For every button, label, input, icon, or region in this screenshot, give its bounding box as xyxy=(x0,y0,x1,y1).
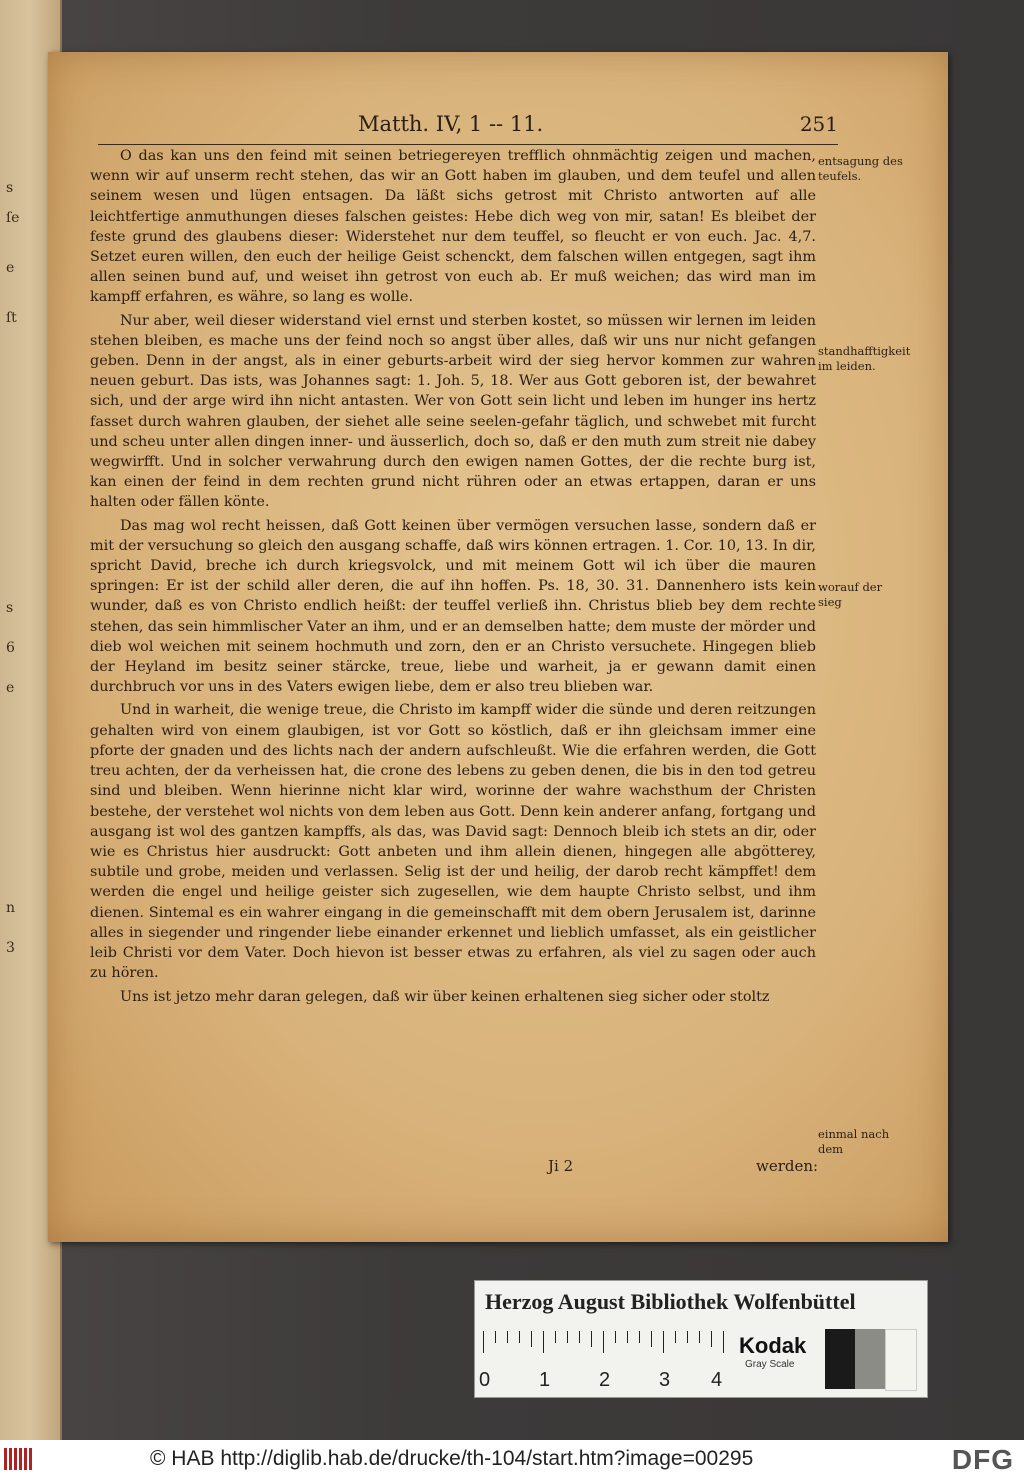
header-rule xyxy=(98,144,838,145)
marginal-note: standhafftigkeit im leiden. xyxy=(818,344,911,373)
footer-bar xyxy=(0,1440,1024,1479)
body-text xyxy=(90,146,816,1011)
previous-page-edge: s ſe e ſt s 6 e n 3 xyxy=(0,0,62,1440)
dfg-logo: DFG xyxy=(951,1444,1014,1475)
gray-patch-mid xyxy=(855,1329,885,1389)
signature-mark: Ji 2 xyxy=(548,1157,574,1175)
paragraph-4: Und in warheit, die wenige treue, die Christo im kampff wider die sünde und deren reitzungen gehalten wird von einem glaubigen, ist vor Gott so köstlich, daß er ihn gleichsam immer eine pforte der gnaden und des lichts nach der andern aufschleußt. Wie die erfahren werden, die Gott treu achten, der da verheissen hat, die crone des lebens zu geben denen, die bis in den tod getreu sind und bleiben. Wenn hierinne nicht klar wird, worinne der wahre wachsthum der Christen bestehe, der verstehet wol nichts von dem leben aus Gott. Denn kein anderer anfang, fortgang und ausgang ist wol des gantzen kampffs, als das, was David sagt: Dennoch bleib ich stets an dir, oder wie es Christus hier ausdruckt: Gott anbeten und ihm allein dienen, hingegen alle abgötterey, subtile und grobe, meiden und verlassen. Selig ist der und heilig, der darob recht kämpffet! dem werden die engel und heilige geister sich zugesellen, wie dem haupte Christo selbst, und ihm dienen. Sintemal es ein wahrer eingang in die gemeinschafft mit dem obern Jerusalem ist, darinne alles in siegender und ringender liebe einander erkennet und lieblich umfasset, als ein geistlicher leib Christi vor dem Vater. Doch hievon ist besser etwas zu erfahren, als viel zu sagen oder auch zu hören. xyxy=(90,702,816,982)
marginal-note: entsagung des teufels. xyxy=(818,154,903,183)
hab-logo-icon xyxy=(4,1448,38,1472)
scale-label: 2 xyxy=(599,1369,611,1391)
gray-patch-white xyxy=(885,1329,917,1391)
marginal-note: worauf der sieg xyxy=(818,580,883,609)
scale-label: 1 xyxy=(539,1369,551,1391)
running-title: Matth. IV, 1 -- 11. xyxy=(358,112,544,136)
credit-line: © HAB http://diglib.hab.de/drucke/th-104/start.htm?image=00295 xyxy=(150,1447,754,1470)
paragraph-5: Uns ist jetzo mehr daran gelegen, daß wir über keinen erhaltenen sieg sicher oder stoltz xyxy=(120,989,770,1006)
paragraph-2: Nur aber, weil dieser widerstand viel ernst und sterben kostet, so müssen wir lernen im leiden stehen bleiben, es mache uns der feind noch so angst über alles, daß wir uns nur nicht gefangen geben. Denn in der angst, als in einer geburts-arbeit wird der sieg hervor kommen zur wahren neuen geburt. Das ists, was Johannes sagt: 1. Joh. 5, 18. Wer aus Gott geboren ist, der bewahret sich, und der arge wird ihn nicht antasten. Wer von Gott sein licht und leben im hunger ins hertz fasset durch wahren glauben, der siehet alle seine seelen-gefahr täglich, und schwebet mit furcht und scheu unter allen dingen inner- und äusserlich, doch so, daß er den muth zum streit nie dabey wegwirfft. Und in solcher verwahrung durch den ewigen namen Gottes, der die rechte burg ist, kan einen der feind in dem rechten grund nicht rühren oder an etwas ertappen, daran er uns halten oder fällen könte. xyxy=(90,312,816,511)
ruler-labels xyxy=(479,1369,733,1393)
catchword: werden: xyxy=(756,1157,819,1175)
paragraph-3: Das mag wol recht heissen, daß Gott keinen über vermögen versuchen lasse, sondern daß er mit der versuchung so gleich den ausgang schaffe, daß wirs können ertragen. 1. Cor. 10, 13. In dir, spricht David, breche ich durch kriegsvolck, und mit meinem Gott wil ich über die mauren springen: Er ist der schild aller deren, die auf ihn hoffen. Ps. 18, 30. 31. Dannenhero ists kein wunder, daß es von Christo endlich heißt: der teuffel verließ ihn. Christus blieb bey dem rechte stehen, das sein himmlischer Vater an ihm, und er an demselben hatte; dem muste der mörder und dieb wol weichen mit seinem hochmuth und zorn, den er an Christo versuchete. Hingegen blieb der Heyland im besitz seiner stärcke, treue, liebe und warheit, ja er gewann damit einen durchbruch vor uns in des Vaters ewigen liebe, dem er also treu blieben war. xyxy=(90,517,816,696)
color-target-card xyxy=(474,1280,928,1398)
marginal-note: einmal nach dem xyxy=(818,1127,890,1156)
gray-patch-black xyxy=(825,1329,855,1389)
ruler-scale xyxy=(483,1331,733,1365)
paragraph-1: O das kan uns den feind mit seinen betriegereyen trefflich ohnmächtig zeigen und machen, wenn wir auf unserm recht stehen, das wir an Gott haben im glauben, und dem teufel und allen seinem wesen und lügen entsagen. Da läßt sichs getrost mit Christo antworten auf alle leichtfertige anmuthungen dieses falschen geistes: Hebe dich weg von mir, satan! Es bleibet der feste grund des glaubens dieser: Widerstehet nur dem teuffel, so fleucht er von euch. Jac. 4,7. Setzet euren willen, den euch der heilige Geist schenckt, dem falschen willen entgegen, sagt ihm allen seinen bund auf, und weiset ihn getrost von euch ab. Er muß weichen; das wird man im kampff erfahren, es währe, so lang es wolle. xyxy=(90,148,816,306)
page-number: 251 xyxy=(799,112,838,136)
scale-label: 4 xyxy=(711,1369,723,1391)
page-header xyxy=(358,112,838,144)
gray-scale-label: Gray Scale xyxy=(745,1359,795,1370)
kodak-logo: Kodak xyxy=(739,1333,807,1358)
scale-label: 3 xyxy=(659,1369,671,1391)
book-page xyxy=(48,52,948,1242)
institution-name: Herzog August Bibliothek Wolfenbüttel xyxy=(485,1289,856,1314)
scale-label: 0 xyxy=(479,1369,491,1391)
